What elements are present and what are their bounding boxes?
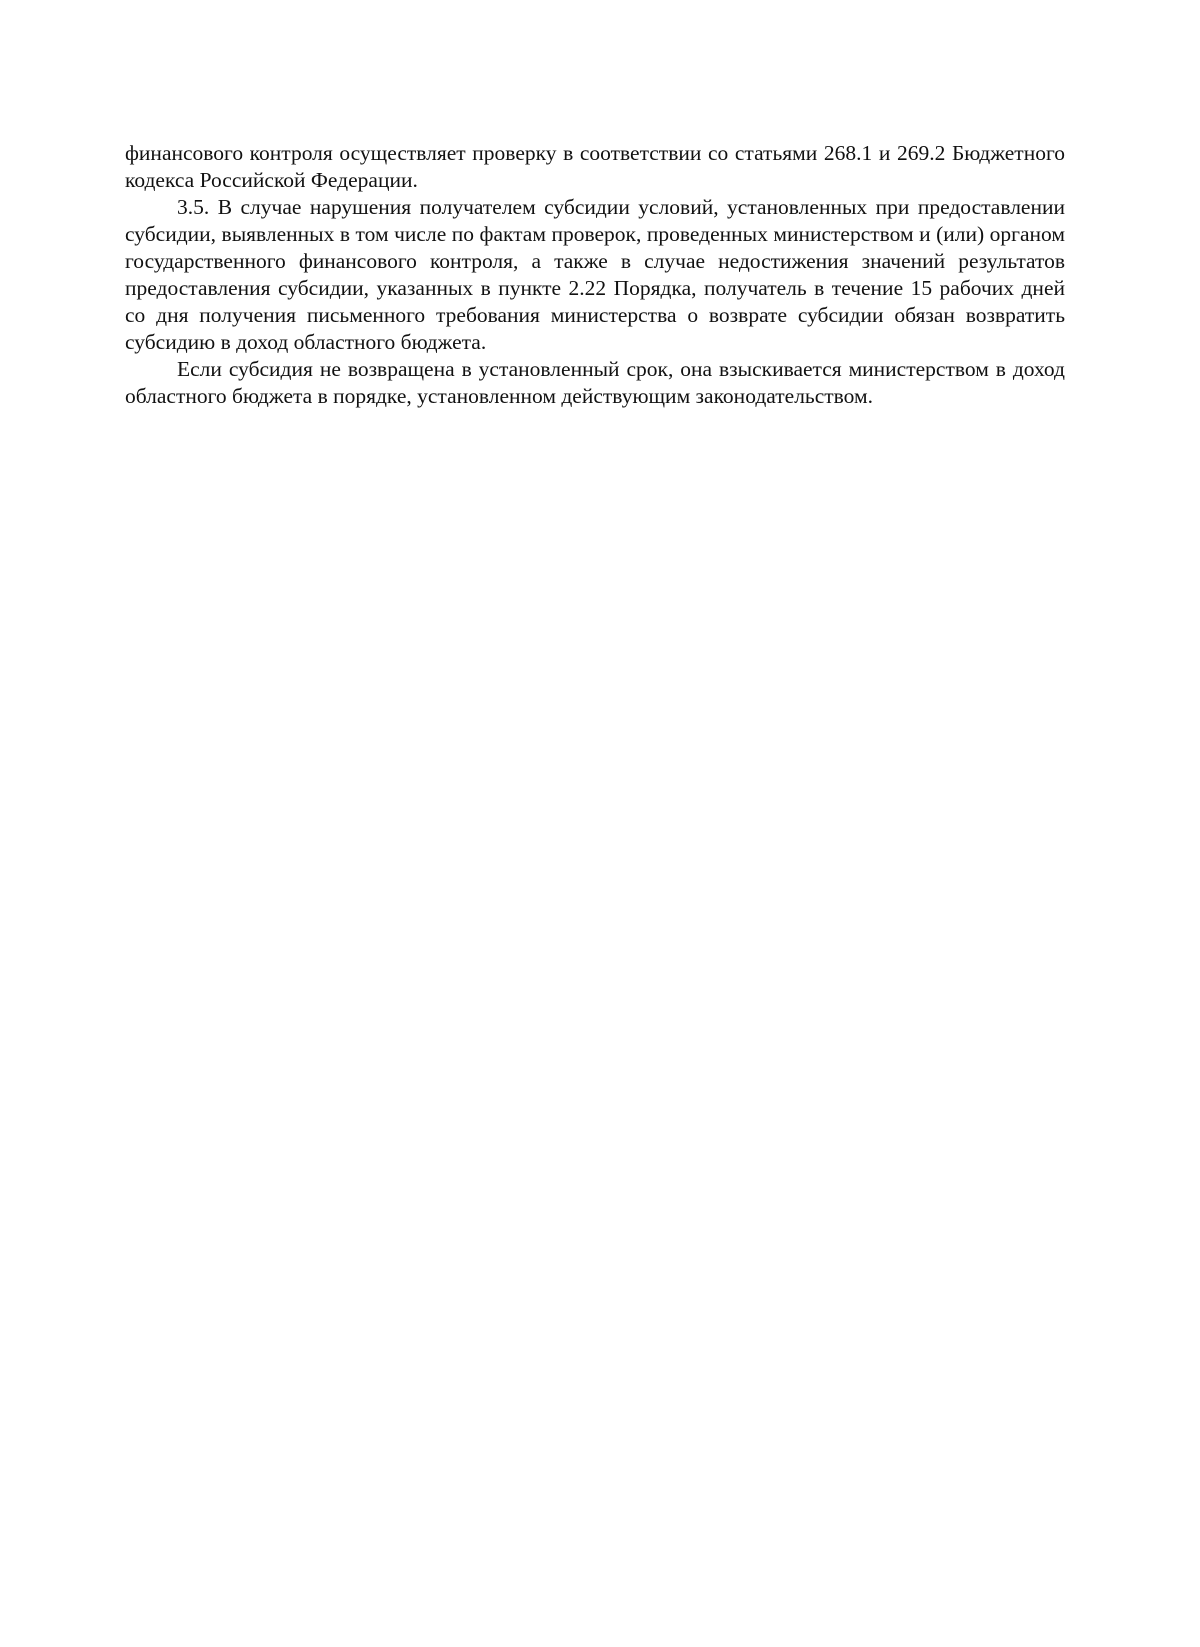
paragraph-3-5: 3.5. В случае нарушения получателем субсидии условий, установленных при предоставлении субсидии, выявленных в том числе по фактам проверок, проведенных министерством и (или) органом государственного финансового контроля, а также в случае недостижения значений результатов предоставления субсидии, указанных в пункте 2.22 Порядка, получатель в течение 15 рабочих дней со дня получения письменного требования министерства о возврате субсидии обязан возвратить субсидию в доход областного бюджета. (125, 195, 1065, 354)
document-body (125, 140, 1065, 410)
paragraph-recovery: Если субсидия не возвращена в установленный срок, она взыскивается министерством в доход областного бюджета в порядке, установленном действующим законодательством. (125, 357, 1065, 408)
paragraph-continuation: финансового контроля осуществляет проверку в соответствии со статьями 268.1 и 269.2 Бюджетного кодекса Российской Федерации. (125, 141, 1065, 192)
